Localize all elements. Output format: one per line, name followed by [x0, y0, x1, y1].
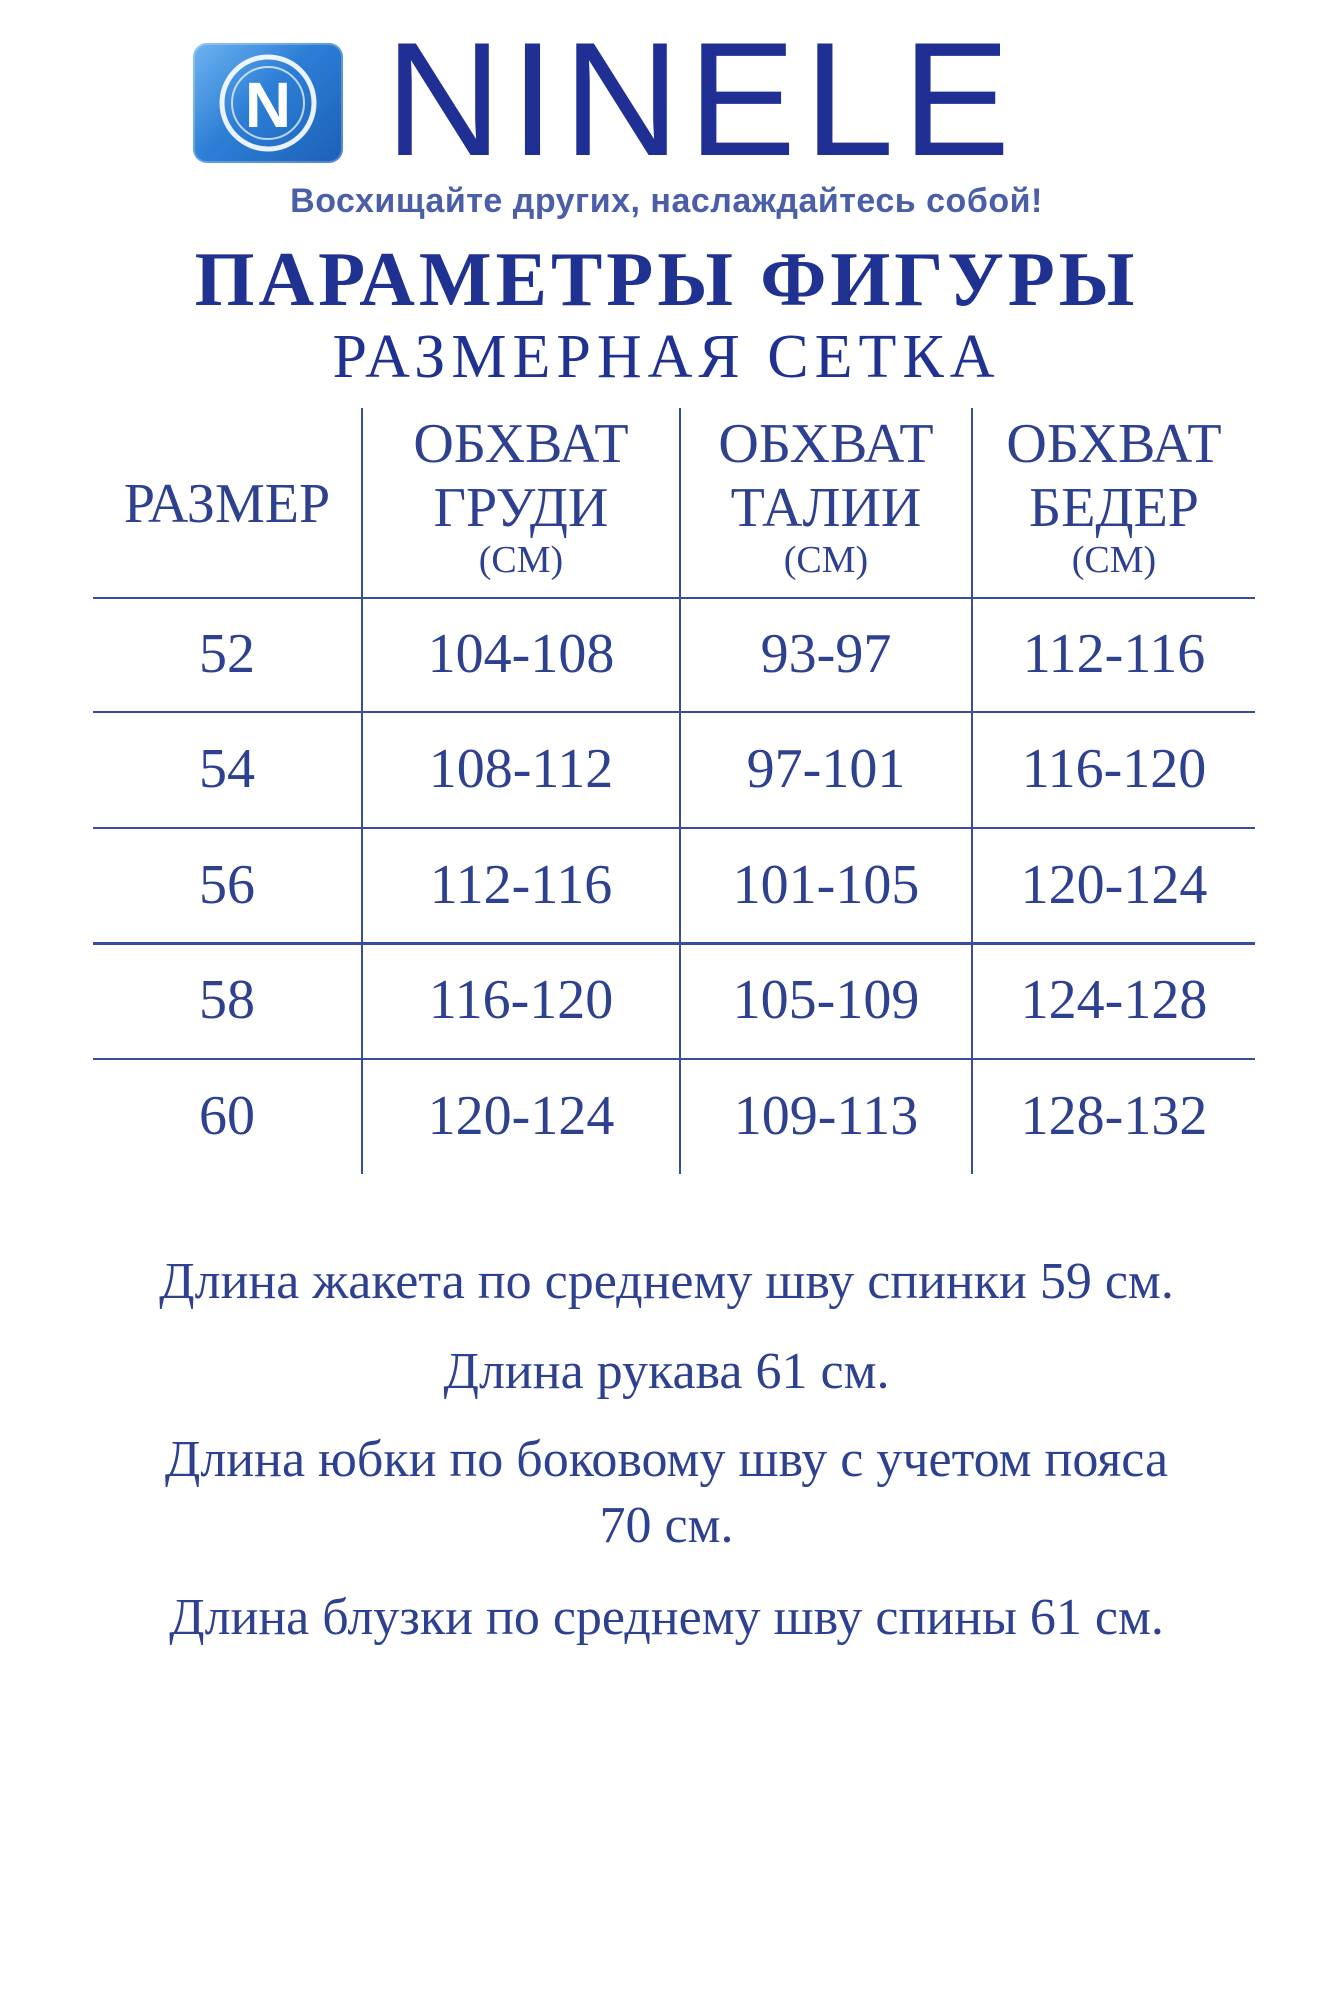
column-header-size — [93, 472, 361, 536]
note-skirt-length: Длина юбки по боковому шву с учетом пояса — [164, 1431, 1169, 1488]
table-divider — [93, 827, 1255, 829]
hips-cell: 120-124 — [1020, 854, 1208, 916]
waist-cell: 97-101 — [746, 738, 906, 800]
waist-cell: 105-109 — [732, 969, 920, 1031]
hips-cell: 124-128 — [1020, 969, 1208, 1031]
table-divider — [93, 597, 1255, 599]
hips-cell: 116-120 — [1021, 738, 1207, 800]
size-cell: 52 — [199, 623, 255, 685]
header-unit: (СМ) — [783, 539, 869, 581]
note-jacket-length: Длина жакета по среднему шву спинки 59 см. — [159, 1253, 1174, 1310]
header-label: ОБХВАТ — [718, 413, 934, 475]
note-skirt-length-value: 70 см. — [599, 1497, 734, 1554]
waist-cell: 109-113 — [733, 1085, 919, 1147]
chest-cell: 120-124 — [427, 1085, 615, 1147]
header-label: ТАЛИИ — [730, 477, 922, 539]
chest-cell: 112-116 — [429, 854, 613, 916]
page-title: ПАРАМЕТРЫ ФИГУРЫ — [194, 236, 1139, 322]
size-cell: 60 — [199, 1085, 255, 1147]
column-header-chest — [363, 412, 679, 580]
logo-letter: N — [244, 69, 292, 141]
note-sleeve-length: Длина рукава 61 см. — [443, 1343, 890, 1400]
size-cell: 56 — [199, 854, 255, 916]
brand-logo-icon — [193, 43, 343, 163]
header-label: ГРУДИ — [433, 477, 609, 539]
header-unit: (СМ) — [478, 539, 564, 581]
column-header-hips — [973, 412, 1255, 580]
size-cell: 54 — [199, 738, 255, 800]
hips-cell: 128-132 — [1020, 1085, 1208, 1147]
hips-cell: 112-116 — [1022, 623, 1206, 685]
header-unit: (СМ) — [1071, 539, 1157, 581]
chest-cell: 108-112 — [428, 738, 614, 800]
table-divider — [93, 942, 1255, 945]
column-header-waist — [681, 412, 971, 580]
chest-cell: 116-120 — [428, 969, 614, 1031]
chest-cell: 104-108 — [427, 623, 615, 685]
waist-cell: 93-97 — [760, 623, 892, 685]
page-subtitle: РАЗМЕРНАЯ СЕТКА — [332, 323, 1001, 391]
header-label: БЕДЕР — [1029, 477, 1199, 539]
table-divider — [93, 711, 1255, 713]
logo-emblem-icon — [193, 43, 343, 163]
table-divider — [93, 1058, 1255, 1060]
header-label: РАЗМЕР — [123, 473, 331, 535]
note-blouse-length: Длина блузки по среднему шву спины 61 см. — [169, 1589, 1164, 1646]
size-cell: 58 — [199, 969, 255, 1031]
header-label: ОБХВАТ — [413, 413, 629, 475]
waist-cell: 101-105 — [732, 854, 920, 916]
brand-tagline: Восхищайте других, наслаждайтесь собой! — [290, 182, 1043, 220]
header-label: ОБХВАТ — [1006, 413, 1222, 475]
brand-name: NINELE — [385, 9, 1019, 190]
